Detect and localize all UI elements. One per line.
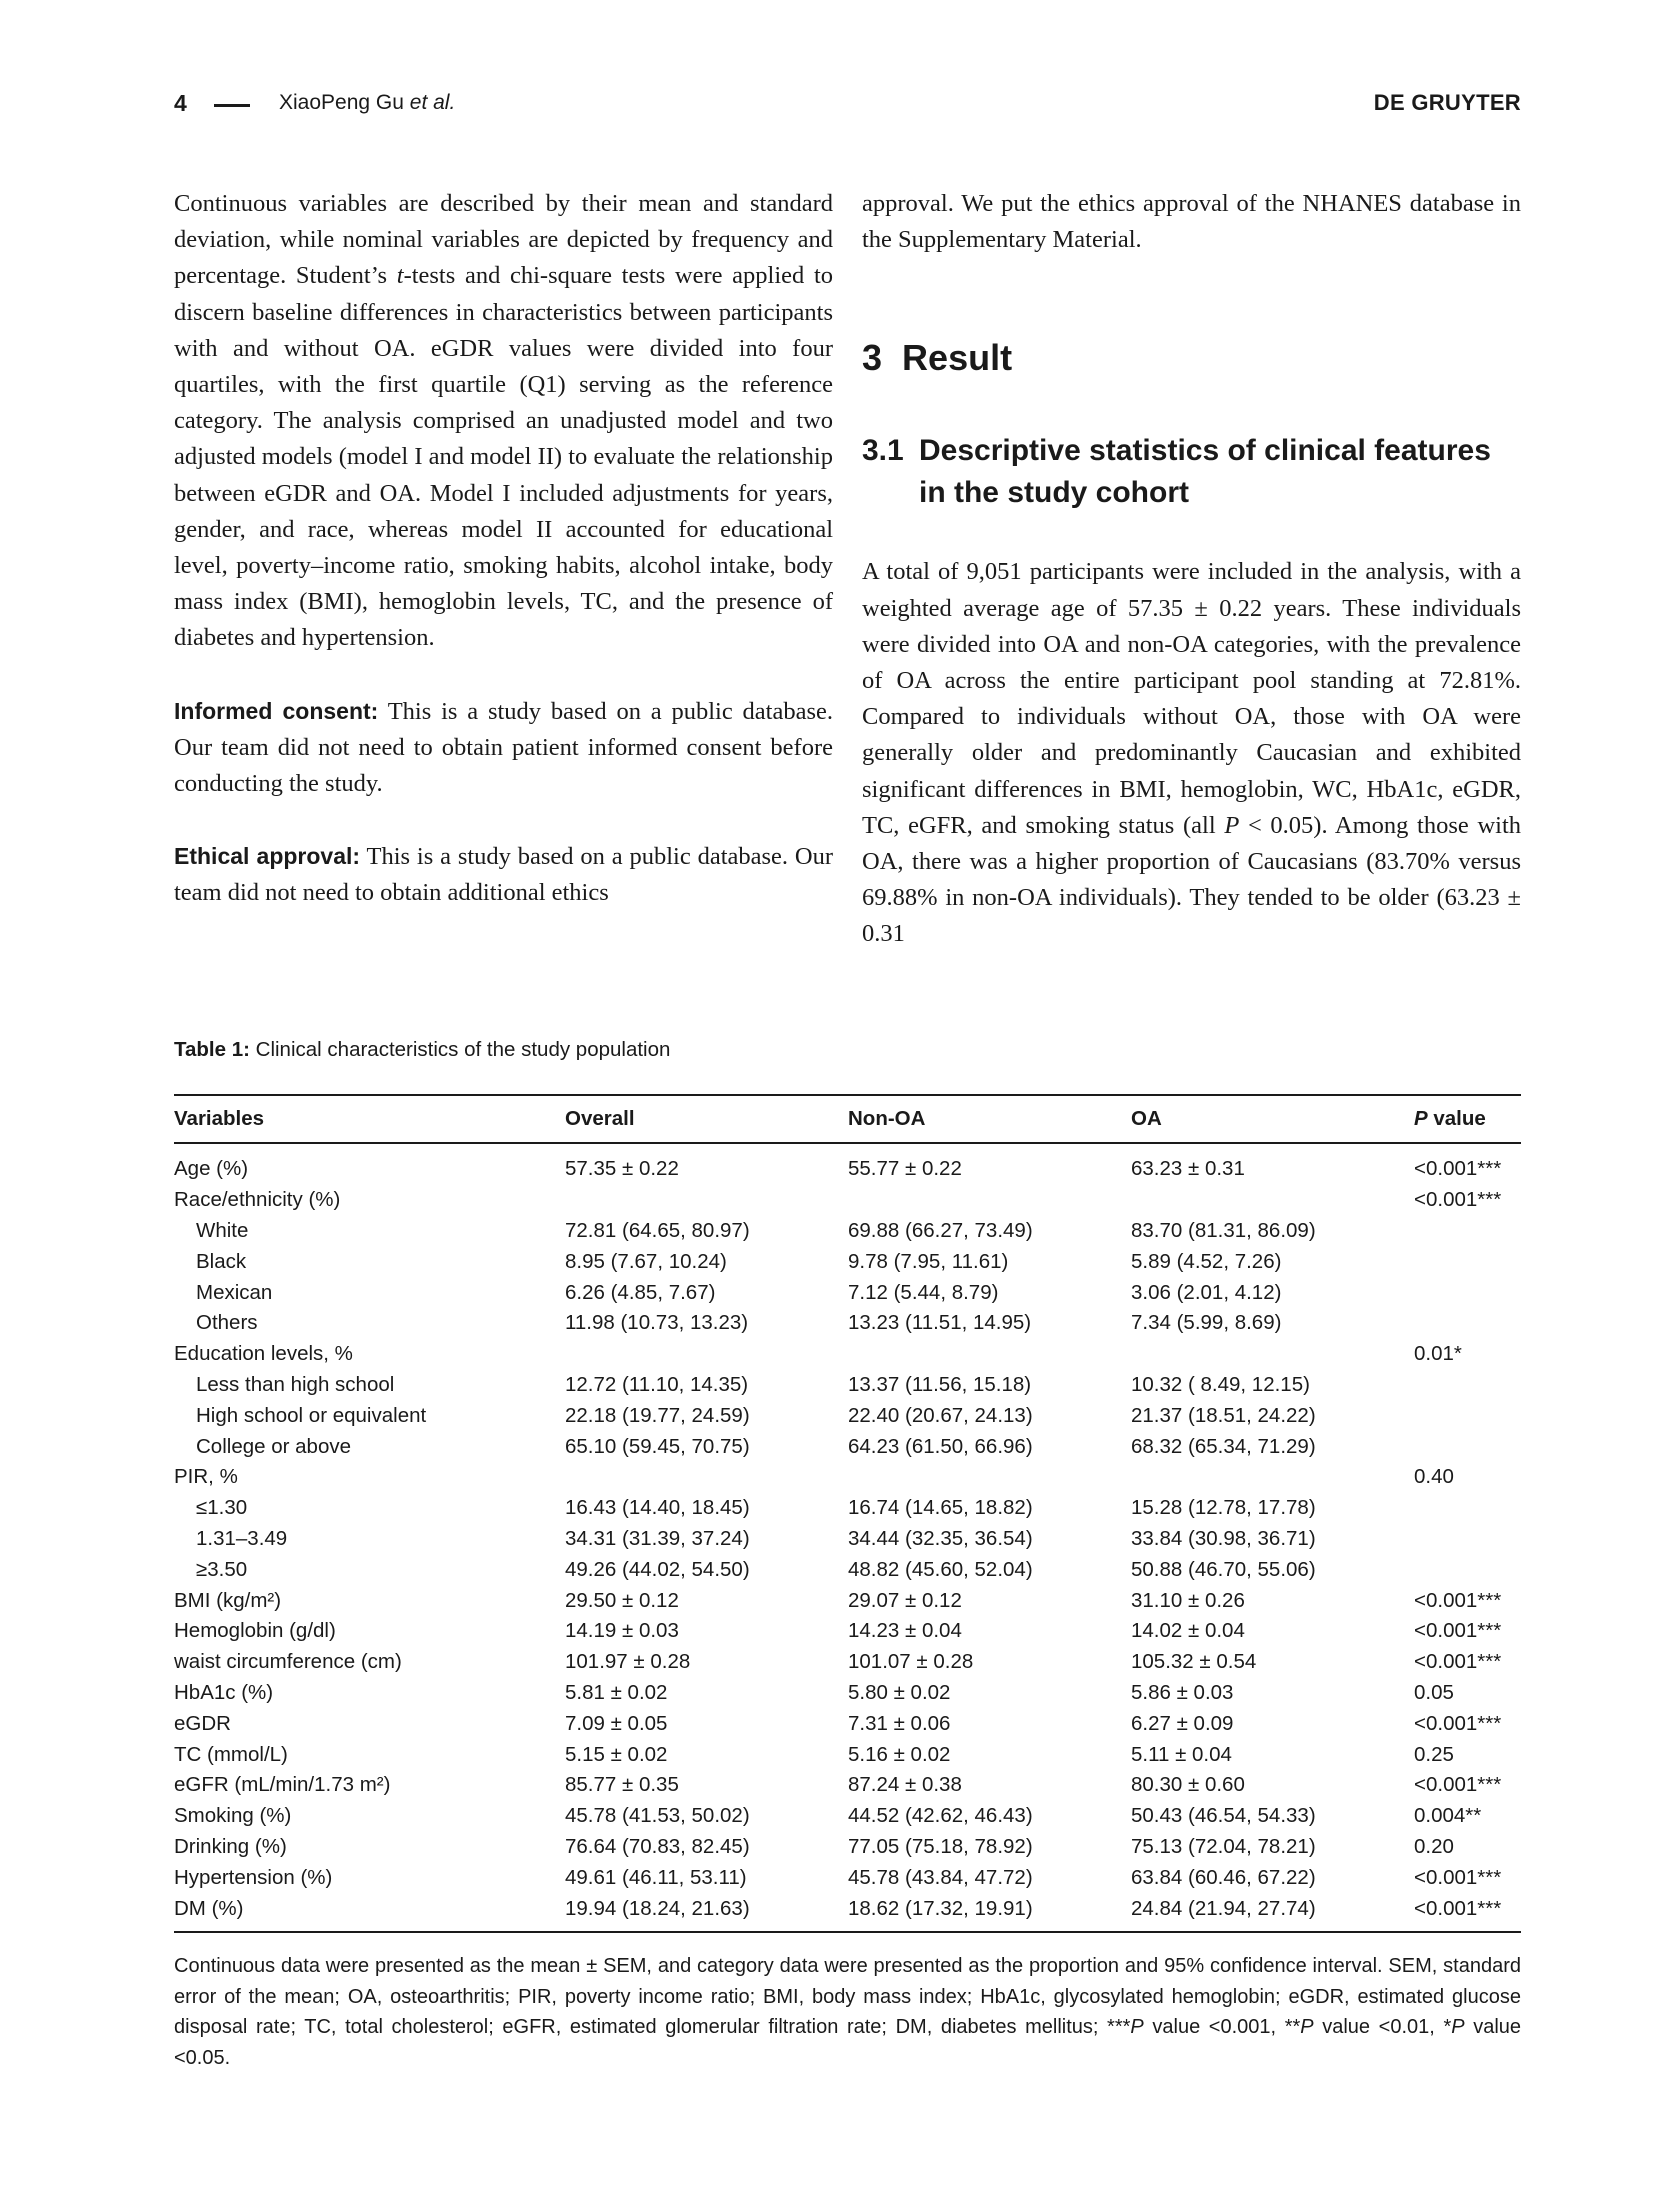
header-p-rest: value <box>1427 1107 1486 1130</box>
cell-oa: 105.32 ± 0.54 <box>1131 1650 1257 1674</box>
cell-pvalue: <0.001*** <box>1414 1157 1502 1181</box>
cell-pvalue: <0.001*** <box>1414 1619 1502 1643</box>
cell-nonoa: 13.37 (11.56, 15.18) <box>848 1372 1032 1396</box>
cell-nonoa: 45.78 (43.84, 47.72) <box>848 1865 1033 1889</box>
cell-overall: 49.61 (46.11, 53.11) <box>565 1865 747 1889</box>
subsection-heading <box>862 430 1521 514</box>
table-caption-text: Clinical characteristics of the study population <box>249 1038 671 1061</box>
cell-pvalue: 0.40 <box>1414 1465 1454 1489</box>
cell-pvalue: <0.001*** <box>1414 1865 1502 1889</box>
cell-overall: 22.18 (19.77, 24.59) <box>565 1403 750 1427</box>
cell-oa: 83.70 (81.31, 86.09) <box>1131 1218 1316 1242</box>
cell-overall: 6.26 (4.85, 7.67) <box>565 1280 716 1304</box>
cell-nonoa: 48.82 (45.60, 52.04) <box>848 1557 1033 1581</box>
table-row <box>174 1154 1521 1185</box>
table-caption <box>174 1038 670 1062</box>
row-label: waist circumference (cm) <box>174 1650 402 1674</box>
row-label: DM (%) <box>174 1896 244 1920</box>
cell-oa: 5.86 ± 0.03 <box>1131 1680 1234 1704</box>
ethical-approval-text: This is a study based on a public database. Our team did not need to obtain additional ethics <box>174 843 833 907</box>
cell-nonoa: 34.44 (32.35, 36.54) <box>848 1526 1033 1550</box>
table-row <box>174 1462 1521 1493</box>
table-row <box>174 1400 1521 1431</box>
row-label: High school or equivalent <box>196 1403 427 1427</box>
table-row <box>174 1246 1521 1277</box>
footnote-segment: Continuous data were presented as the mean ± SEM, and category data were presented as the proportion and 95% confidence interval. SEM, standard error of the mean; OA, osteoarthritis; PIR, poverty income ratio; BMI, body mass index; HbA1c, glycosylated hemoglobin; eGDR, estimated glucose disposal rate; TC, total cholesterol; eGFR, estimated glomerular filtration rate; DM, diabetes mellitus; *** <box>174 1955 1521 2038</box>
cell-overall: 8.95 (7.67, 10.24) <box>565 1249 727 1273</box>
section-heading <box>862 336 1521 380</box>
table-body <box>174 1144 1521 1931</box>
cell-pvalue: <0.001*** <box>1414 1588 1502 1612</box>
cell-pvalue: <0.001*** <box>1414 1188 1502 1212</box>
cell-nonoa: 101.07 ± 0.28 <box>848 1650 974 1674</box>
cell-nonoa: 77.05 (75.18, 78.92) <box>848 1834 1033 1858</box>
footnote-segment: value <0.001, ** <box>1143 2016 1301 2038</box>
row-label: HbA1c (%) <box>174 1680 274 1704</box>
cell-pvalue: <0.001*** <box>1414 1896 1502 1920</box>
header-variables: Variables <box>174 1107 265 1130</box>
section-number: 3 <box>862 337 883 379</box>
cell-pvalue: 0.05 <box>1414 1680 1454 1704</box>
header-oa: OA <box>1131 1107 1162 1130</box>
row-label: White <box>196 1218 249 1242</box>
results-text-b: < 0.05). Among those with OA, there was a higher proportion of Caucasians (83.70% versus 69.88% in non-OA individuals). They tended to be older (63.23 ± 0.31 <box>862 811 1521 948</box>
table-row <box>174 1832 1521 1863</box>
row-label: PIR, % <box>174 1465 238 1489</box>
cell-oa: 80.30 ± 0.60 <box>1131 1773 1245 1797</box>
table-row <box>174 1801 1521 1832</box>
cell-nonoa: 7.12 (5.44, 8.79) <box>848 1280 999 1304</box>
cell-overall: 76.64 (70.83, 82.45) <box>565 1834 750 1858</box>
cell-nonoa: 64.23 (61.50, 66.96) <box>848 1434 1033 1458</box>
table-row <box>174 1616 1521 1647</box>
cell-nonoa: 5.16 ± 0.02 <box>848 1742 951 1766</box>
cell-oa: 10.32 ( 8.49, 12.15) <box>1131 1372 1310 1396</box>
cell-overall: 12.72 (11.10, 14.35) <box>565 1372 749 1396</box>
methods-paragraph <box>174 186 833 657</box>
row-label: Smoking (%) <box>174 1804 292 1828</box>
table-row <box>174 1554 1521 1585</box>
cell-nonoa: 16.74 (14.65, 18.82) <box>848 1496 1033 1520</box>
results-p-ital: P <box>1224 811 1240 839</box>
cell-pvalue: <0.001*** <box>1414 1650 1502 1674</box>
header-dash <box>214 104 250 107</box>
cell-overall: 7.09 ± 0.05 <box>565 1711 668 1735</box>
table-row <box>174 1647 1521 1678</box>
cell-pvalue: 0.25 <box>1414 1742 1454 1766</box>
cell-oa: 5.11 ± 0.04 <box>1131 1742 1232 1766</box>
table-row <box>174 1739 1521 1770</box>
row-label: Education levels, % <box>174 1342 353 1366</box>
cell-oa: 15.28 (12.78, 17.78) <box>1131 1496 1316 1520</box>
row-label: Drinking (%) <box>174 1834 287 1858</box>
page-number: 4 <box>174 90 187 116</box>
cell-nonoa: 13.23 (11.51, 14.95) <box>848 1311 1032 1335</box>
table-row <box>174 1524 1521 1555</box>
footnote-segment: P <box>1451 2016 1465 2038</box>
cell-oa: 75.13 (72.04, 78.21) <box>1131 1834 1316 1858</box>
cell-overall: 49.26 (44.02, 54.50) <box>565 1557 750 1581</box>
cell-overall: 57.35 ± 0.22 <box>565 1157 679 1181</box>
cell-overall: 19.94 (18.24, 21.63) <box>565 1896 750 1920</box>
cell-oa: 50.43 (46.54, 54.33) <box>1131 1804 1316 1828</box>
cell-oa: 68.32 (65.34, 71.29) <box>1131 1434 1316 1458</box>
cell-nonoa: 5.80 ± 0.02 <box>848 1680 951 1704</box>
row-label: College or above <box>196 1434 351 1458</box>
cell-oa: 6.27 ± 0.09 <box>1131 1711 1234 1735</box>
ethical-approval-paragraph <box>174 838 833 911</box>
row-label: BMI (kg/m²) <box>174 1588 282 1612</box>
informed-consent-label: Informed consent: <box>174 697 379 724</box>
footnote-segment: value <0.05. <box>174 2016 1522 2069</box>
footnote-segment: P <box>1130 2016 1144 2038</box>
cell-overall: 5.81 ± 0.02 <box>565 1680 668 1704</box>
methods-text-ital: t <box>396 262 404 290</box>
journal-name: DE GRUYTER <box>1373 90 1521 115</box>
cell-oa: 50.88 (46.70, 55.06) <box>1131 1557 1316 1581</box>
cell-overall: 16.43 (14.40, 18.45) <box>565 1496 750 1520</box>
table-caption-label: Table 1: <box>174 1038 250 1061</box>
cell-oa: 24.84 (21.94, 27.74) <box>1131 1896 1316 1920</box>
row-label: eGDR <box>174 1711 231 1735</box>
cell-oa: 3.06 (2.01, 4.12) <box>1131 1280 1282 1304</box>
author-name: XiaoPeng Gu <box>279 91 404 114</box>
table-row <box>174 1862 1521 1893</box>
methods-text-a: Continuous variables are described by their mean and standard deviation, while nominal variables are depicted by frequency and percentage. Student’s <box>174 190 833 290</box>
cell-pvalue: 0.004** <box>1414 1804 1482 1828</box>
cell-oa: 21.37 (18.51, 24.22) <box>1131 1403 1316 1427</box>
cell-overall: 72.81 (64.65, 80.97) <box>565 1218 750 1242</box>
header-nonoa: Non-OA <box>848 1107 926 1130</box>
row-label: 1.31–3.49 <box>196 1526 288 1550</box>
cell-overall: 85.77 ± 0.35 <box>565 1773 679 1797</box>
results-paragraph <box>862 554 1521 952</box>
cell-nonoa: 22.40 (20.67, 24.13) <box>848 1403 1033 1427</box>
cell-oa: 31.10 ± 0.26 <box>1131 1588 1245 1612</box>
table-row <box>174 1708 1521 1739</box>
section-title: Result <box>902 337 1013 379</box>
table-row <box>174 1893 1521 1924</box>
row-label: Others <box>196 1311 258 1335</box>
cell-oa: 33.84 (30.98, 36.71) <box>1131 1526 1316 1550</box>
table-row <box>174 1770 1521 1801</box>
cell-nonoa: 9.78 (7.95, 11.61) <box>848 1249 1009 1273</box>
cell-oa: 63.84 (60.46, 67.22) <box>1131 1865 1316 1889</box>
row-label: Black <box>196 1249 247 1273</box>
ethical-approval-label: Ethical approval: <box>174 843 361 870</box>
row-label: Race/ethnicity (%) <box>174 1188 341 1212</box>
table-row <box>174 1339 1521 1370</box>
cell-nonoa: 18.62 (17.32, 19.91) <box>848 1896 1033 1920</box>
cell-oa: 5.89 (4.52, 7.26) <box>1131 1249 1282 1273</box>
cell-pvalue: 0.01* <box>1414 1342 1462 1366</box>
table-row <box>174 1277 1521 1308</box>
row-label: Hemoglobin (g/dl) <box>174 1619 336 1643</box>
author-line <box>279 91 455 115</box>
cell-overall: 5.15 ± 0.02 <box>565 1742 668 1766</box>
subsection-number: 3.1 <box>862 434 904 468</box>
table-bottom-rule <box>174 1931 1521 1933</box>
informed-consent-paragraph <box>174 693 833 803</box>
cell-nonoa: 7.31 ± 0.06 <box>848 1711 951 1735</box>
table-header-row <box>174 1096 1521 1142</box>
header-overall: Overall <box>565 1107 635 1130</box>
cell-overall: 34.31 (31.39, 37.24) <box>565 1526 750 1550</box>
cell-nonoa: 44.52 (42.62, 46.43) <box>848 1804 1033 1828</box>
row-label: Mexican <box>196 1280 273 1304</box>
cell-nonoa: 55.77 ± 0.22 <box>848 1157 962 1181</box>
cell-pvalue: <0.001*** <box>1414 1711 1502 1735</box>
cell-nonoa: 87.24 ± 0.38 <box>848 1773 962 1797</box>
footnote-segment: value <0.01, * <box>1313 2016 1452 2038</box>
left-column <box>174 186 833 912</box>
table-row <box>174 1678 1521 1709</box>
row-label: ≤1.30 <box>196 1496 248 1520</box>
results-text-a: A total of 9,051 participants were included in the analysis, with a weighted average age of 57.35 ± 0.22 years. These individuals were divided into OA and non-OA categories, with the prevalence of OA across the entire participant pool standing at 72.81%. Compared to individuals without OA, those with OA were generally older and predominantly Caucasian and exhibited significant differences in BMI, hemoglobin, WC, HbA1c, eGDR, TC, eGFR, and smoking status (all <box>862 558 1521 839</box>
cell-oa: 14.02 ± 0.04 <box>1131 1619 1245 1643</box>
author-suffix: et al. <box>409 91 456 114</box>
cell-overall: 65.10 (59.45, 70.75) <box>565 1434 750 1458</box>
cell-overall: 45.78 (41.53, 50.02) <box>565 1804 750 1828</box>
clinical-characteristics-table <box>174 1094 1521 1933</box>
cell-pvalue: <0.001*** <box>1414 1773 1502 1797</box>
cell-oa: 7.34 (5.99, 8.69) <box>1131 1311 1282 1335</box>
cell-overall: 29.50 ± 0.12 <box>565 1588 679 1612</box>
table-row <box>174 1585 1521 1616</box>
cell-nonoa: 69.88 (66.27, 73.49) <box>848 1218 1033 1242</box>
row-label: TC (mmol/L) <box>174 1742 288 1766</box>
header-p-ital: P <box>1414 1107 1428 1130</box>
header-pvalue <box>1414 1107 1521 1131</box>
table-row <box>174 1308 1521 1339</box>
row-label: ≥3.50 <box>196 1557 248 1581</box>
cell-overall: 11.98 (10.73, 13.23) <box>565 1311 749 1335</box>
cell-pvalue: 0.20 <box>1414 1834 1454 1858</box>
row-label: eGFR (mL/min/1.73 m²) <box>174 1773 391 1797</box>
table-row <box>174 1185 1521 1216</box>
row-label: Age (%) <box>174 1157 249 1181</box>
running-header <box>174 88 1521 122</box>
subsection-title: Descriptive statistics of clinical features in the study cohort <box>919 434 1491 510</box>
table-row <box>174 1431 1521 1462</box>
table-row <box>174 1493 1521 1524</box>
cell-overall: 101.97 ± 0.28 <box>565 1650 691 1674</box>
right-column <box>862 186 1521 953</box>
row-label: Less than high school <box>196 1372 395 1396</box>
methods-text-b: -tests and chi-square tests were applied to discern baseline differences in characteristics between participants with and without OA. eGDR values were divided into four quartiles, with the first quartile (Q1) serving as the reference category. The analysis comprised an unadjusted model and two adjusted models (model I and model II) to evaluate the relationship between eGDR and OA. Model I included adjustments for years, gender, and race, whereas model II accounted for educational level, poverty–income ratio, smoking habits, alcohol intake, body mass index (BMI), hemoglobin levels, TC, and the presence of diabetes and hypertension. <box>174 262 833 652</box>
footnote-segment: P <box>1300 2016 1314 2038</box>
informed-consent-text: This is a study based on a public database. Our team did not need to obtain patient informed consent before conducting the study. <box>174 697 834 798</box>
cell-oa: 63.23 ± 0.31 <box>1131 1157 1245 1181</box>
table-row <box>174 1370 1521 1401</box>
table-footnote <box>174 1951 1521 2073</box>
table-row <box>174 1216 1521 1247</box>
cell-nonoa: 14.23 ± 0.04 <box>848 1619 962 1643</box>
row-label: Hypertension (%) <box>174 1865 333 1889</box>
cell-overall: 14.19 ± 0.03 <box>565 1619 679 1643</box>
continued-paragraph: approval. We put the ethics approval of the NHANES database in the Supplementary Material. <box>862 190 1521 254</box>
cell-nonoa: 29.07 ± 0.12 <box>848 1588 962 1612</box>
